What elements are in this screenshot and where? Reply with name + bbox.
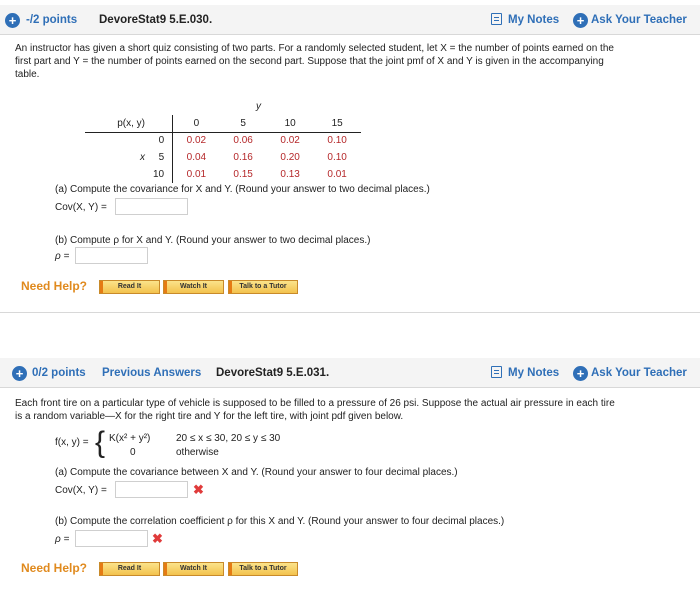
corner-label: p(x, y) (85, 115, 153, 132)
left-brace: { (95, 426, 106, 459)
rho-answer-input[interactable] (75, 247, 148, 264)
question-2-header (0, 358, 700, 388)
y-value: 0 (173, 115, 220, 132)
plus-circle-icon: + (573, 13, 588, 28)
question-divider (0, 312, 700, 313)
my-notes-label: My Notes (508, 367, 560, 379)
expand-icon[interactable]: + (5, 13, 20, 28)
intro-line: table. (15, 69, 40, 80)
pmf-cell: 0.20 (280, 152, 300, 163)
rho-answer-input[interactable] (75, 530, 148, 547)
pmf-cell: 0.13 (280, 169, 300, 180)
rho-label: ρ = (55, 251, 70, 262)
cov-label: Cov(X, Y) = (55, 202, 107, 213)
talk-to-tutor-button[interactable]: Talk to a Tutor (228, 280, 298, 294)
expand-icon[interactable]: + (12, 366, 27, 381)
x-value: 0 (153, 132, 173, 149)
pmf-cell: 0.01 (327, 169, 347, 180)
part-a-prompt: (a) Compute the covariance for X and Y. (Round your answer to two decimal places.) (55, 184, 430, 195)
ask-teacher-label: Ask Your Teacher (591, 14, 687, 26)
intro-line: is a random variable—X for the right tire and Y for the left tire, with joint pdf given below. (15, 411, 404, 422)
pdf-else-label: otherwise (176, 447, 219, 458)
corner-spacer (153, 115, 173, 132)
joint-pmf-table (85, 115, 361, 183)
points-label: -/2 points (26, 14, 78, 26)
my-notes-label: My Notes (508, 14, 560, 26)
table-row (85, 149, 361, 166)
y-axis-label: y (256, 101, 261, 112)
pmf-cell: 0.02 (280, 135, 300, 147)
intro-line: Each front tire on a particular type of vehicle is supposed to be filled to a pressure of 26 psi. Suppose the actual air pressure in each tire (15, 398, 615, 409)
table-row (85, 132, 361, 149)
pdf-label: f(x, y) = (55, 437, 89, 448)
question-id: DevoreStat9 5.E.030. (99, 14, 213, 26)
watch-it-button[interactable]: Watch It (163, 562, 224, 576)
y-value: 5 (220, 115, 267, 132)
pmf-cell: 0.04 (186, 152, 207, 163)
my-notes-button[interactable] (491, 13, 559, 26)
x-value: 5 (153, 149, 173, 166)
need-help-label: Need Help? (21, 279, 88, 293)
notes-icon (491, 366, 502, 378)
rho-label: ρ = (55, 534, 70, 545)
pmf-cell: 0.10 (327, 152, 347, 163)
x-axis-label: x (140, 152, 145, 163)
cov-label: Cov(X, Y) = (55, 485, 107, 496)
read-it-button[interactable]: Read It (99, 562, 160, 576)
talk-to-tutor-button[interactable]: Talk to a Tutor (228, 562, 298, 576)
pdf-else-value: 0 (130, 447, 136, 458)
plus-circle-icon: + (573, 366, 588, 381)
ask-teacher-label: Ask Your Teacher (591, 367, 687, 379)
part-b-prompt: (b) Compute ρ for X and Y. (Round your answer to two decimal places.) (55, 235, 371, 246)
need-help-label: Need Help? (21, 561, 88, 575)
points-label: 0/2 points (32, 367, 86, 379)
pmf-cell: 0.16 (233, 152, 253, 163)
cov-answer-input[interactable] (115, 198, 188, 215)
cov-answer-input[interactable] (115, 481, 188, 498)
ask-teacher-button[interactable] (573, 366, 687, 381)
part-b-prompt: (b) Compute the correlation coefficient ρ for this X and Y. (Round your answer to four decimal places.) (55, 516, 505, 527)
pmf-cell: 0.01 (186, 169, 207, 180)
question-1-header (0, 5, 700, 35)
pdf-expression: K(x² + y²) (109, 433, 151, 444)
incorrect-icon: ✖ (193, 482, 204, 497)
question-1-intro (15, 42, 687, 81)
y-value: 10 (267, 115, 314, 132)
watch-it-button[interactable]: Watch It (163, 280, 224, 294)
pmf-cell: 0.02 (186, 135, 207, 147)
part-a-prompt: (a) Compute the covariance between X and Y. (Round your answer to four decimal places.) (55, 467, 458, 478)
notes-icon (491, 13, 502, 25)
pmf-cell: 0.10 (327, 135, 347, 147)
ask-teacher-button[interactable] (573, 13, 687, 28)
x-value: 10 (153, 166, 173, 183)
my-notes-button[interactable] (491, 366, 559, 379)
previous-answers-link[interactable]: Previous Answers (102, 367, 202, 379)
intro-line: first part and Y = the number of points earned on the second part. Suppose that the joint pmf of X and Y is given in the accompanying (15, 56, 604, 67)
y-value: 15 (314, 115, 361, 132)
pmf-cell: 0.15 (233, 169, 253, 180)
table-row (85, 166, 361, 183)
pmf-cell: 0.06 (233, 135, 253, 147)
incorrect-icon: ✖ (152, 531, 163, 546)
table-header-row (85, 115, 361, 132)
pdf-condition: 20 ≤ x ≤ 30, 20 ≤ y ≤ 30 (176, 433, 281, 444)
read-it-button[interactable]: Read It (99, 280, 160, 294)
question-2-intro (15, 397, 687, 423)
question-id: DevoreStat9 5.E.031. (216, 367, 330, 379)
intro-line: An instructor has given a short quiz consisting of two parts. For a randomly selected student, let X = the number of points earned on the (15, 43, 614, 54)
